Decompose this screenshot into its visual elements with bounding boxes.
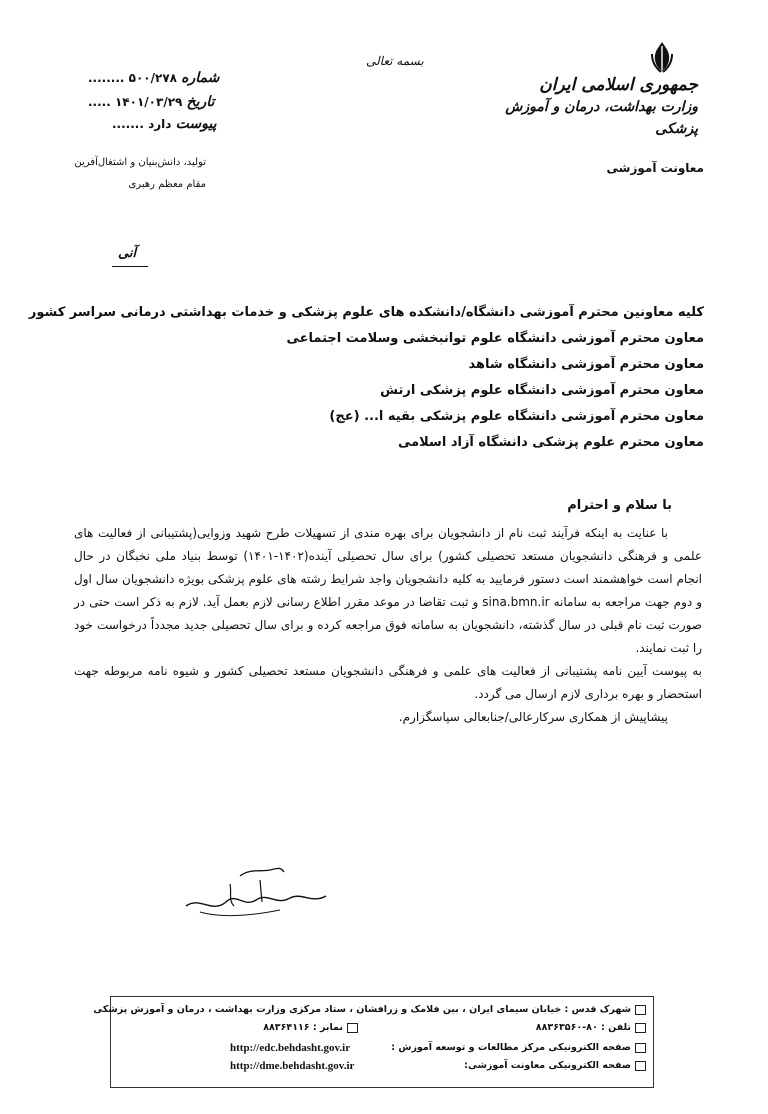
- fax-icon: [347, 1023, 358, 1033]
- date-value: ۱۴۰۱/۰۳/۲۹: [114, 95, 183, 109]
- letter-number: [88, 70, 219, 86]
- dme-link[interactable]: http://dme.behdasht.gov.ir: [230, 1060, 355, 1072]
- body-closing: پیشاپیش از همکاری سرکارعالی/جنابعالی سپاسگزارم.: [398, 710, 668, 724]
- ministry-letterhead: [488, 74, 698, 140]
- recipient: معاون محترم آموزشی دانشگاه علوم پزشکی بقیه ا... (عج): [329, 409, 704, 424]
- bismillah: بسمه تعالی: [366, 54, 424, 68]
- recipient: کلیه معاونین محترم آموزشی دانشگاه/دانشکده های علوم پزشکی و خدمات بهداشتی درمانی سراسر کشور: [28, 305, 704, 320]
- phone-text: تلفن : ۸۰-۸۸۳۶۳۵۶۰: [535, 1022, 631, 1033]
- urgency-label: آنی: [118, 246, 137, 261]
- dotted-leader: .......: [112, 117, 144, 131]
- address-icon: [635, 1005, 646, 1015]
- iran-emblem-icon: [648, 40, 676, 74]
- footer-phone: [536, 1022, 646, 1033]
- envelope-icon: [635, 1043, 646, 1053]
- attachment-value: دارد: [148, 117, 172, 131]
- letter-attachment: [112, 116, 216, 132]
- fax-text: نمابر : ۸۸۳۶۴۱۱۶: [263, 1022, 343, 1033]
- body-paragraph: با عنایت به اینکه فرآیند ثبت نام از دانشجویان برای بهره مندی از تسهیلات طرح شهید وزوایی(پشتیبانی از فعالیت های علمی و فرهنگی دانشجویان مستعد تحصیلی کشور) برای سال تحصیلی آینده(۱۴۰۲-۱۴۰۱) توسط بنیاد ملی نخبگان در حال انجام است خواهشمند است دستور فرمایید به کلیه دانشجویان واجد شرایط رشته های علوم پزشکی بویژه دانشجویان سال اول و دوم جهت مراجعه به سامانه sina.bmn.ir و ثبت تقاضا در موعد مقرر اطلاع رسانی لازم بعمل آید. لازم به ذکر است حتی در صورت ثبت نام قبلی در سال گذشته، دانشجویان به سامانه فوق مراجعه کرده و برای سال تحصیلی جدید مجدداً درخواست خود را ثبت نمایند.: [74, 526, 702, 655]
- phone-icon: [635, 1023, 646, 1033]
- recipient: معاون محترم آموزشی دانشگاه شاهد: [468, 357, 704, 372]
- number-label: شماره: [181, 70, 220, 86]
- number-value: ۵۰۰/۲۷۸: [128, 71, 177, 85]
- recipient: معاون محترم علوم پزشکی دانشگاه آزاد اسلامی: [397, 435, 704, 450]
- dotted-leader: .....: [88, 95, 111, 109]
- urgency-underline: [112, 266, 148, 267]
- handwritten-signature: [180, 862, 330, 932]
- dotted-leader: ........: [88, 71, 125, 85]
- footer-dme-label: [464, 1060, 646, 1071]
- deputy-name: معاونت آموزشی: [606, 161, 704, 175]
- envelope-icon: [635, 1061, 646, 1071]
- body-paragraph: به پیوست آیین نامه پشتیبانی از فعالیت های علمی و فرهنگی دانشجویان مستعد تحصیلی کشور و شیوه نامه مربوطه جهت استحضار و بهره برداری لازم ارسال می گردد.: [74, 664, 702, 701]
- footer-address: [93, 1004, 646, 1015]
- edc-link[interactable]: http://edc.behdasht.gov.ir: [230, 1042, 351, 1054]
- letter-date: [88, 94, 214, 110]
- letter-body: [74, 522, 702, 729]
- slogan-text: تولید، دانش‌بنیان و اشتغال‌آفرین: [74, 157, 206, 168]
- footer-fax: [263, 1022, 358, 1033]
- recipient: معاون محترم آموزشی دانشگاه علوم پزشکی ارتش: [380, 383, 704, 398]
- dme-label-text: صفحه الکترونیکی معاونت آموزشی:: [464, 1060, 631, 1071]
- ministry-line1: جمهوری اسلامی ایران: [539, 75, 698, 95]
- address-text: شهرک قدس : خیابان سیمای ایران ، بین فلامک و زرافشان ، ستاد مرکزی وزارت بهداشت ، درمان و آموزش پزشکی: [93, 1004, 631, 1015]
- annual-slogan: [66, 152, 206, 196]
- recipients-list: [28, 300, 704, 456]
- greeting: با سلام و احترام: [567, 498, 672, 513]
- attachment-label: پیوست: [175, 116, 217, 132]
- slogan-author: مقام معظم رهبری: [128, 179, 206, 190]
- recipient: معاون محترم آموزشی دانشگاه علوم توانبخشی وسلامت اجتماعی: [286, 331, 704, 346]
- edc-label-text: صفحه الکترونیکی مرکز مطالعات و توسعه آموزش :: [391, 1042, 631, 1053]
- date-label: تاریخ: [186, 94, 215, 110]
- ministry-line2: وزارت بهداشت، درمان و آموزش پزشکی: [505, 99, 698, 137]
- footer-edc-label: [391, 1042, 646, 1053]
